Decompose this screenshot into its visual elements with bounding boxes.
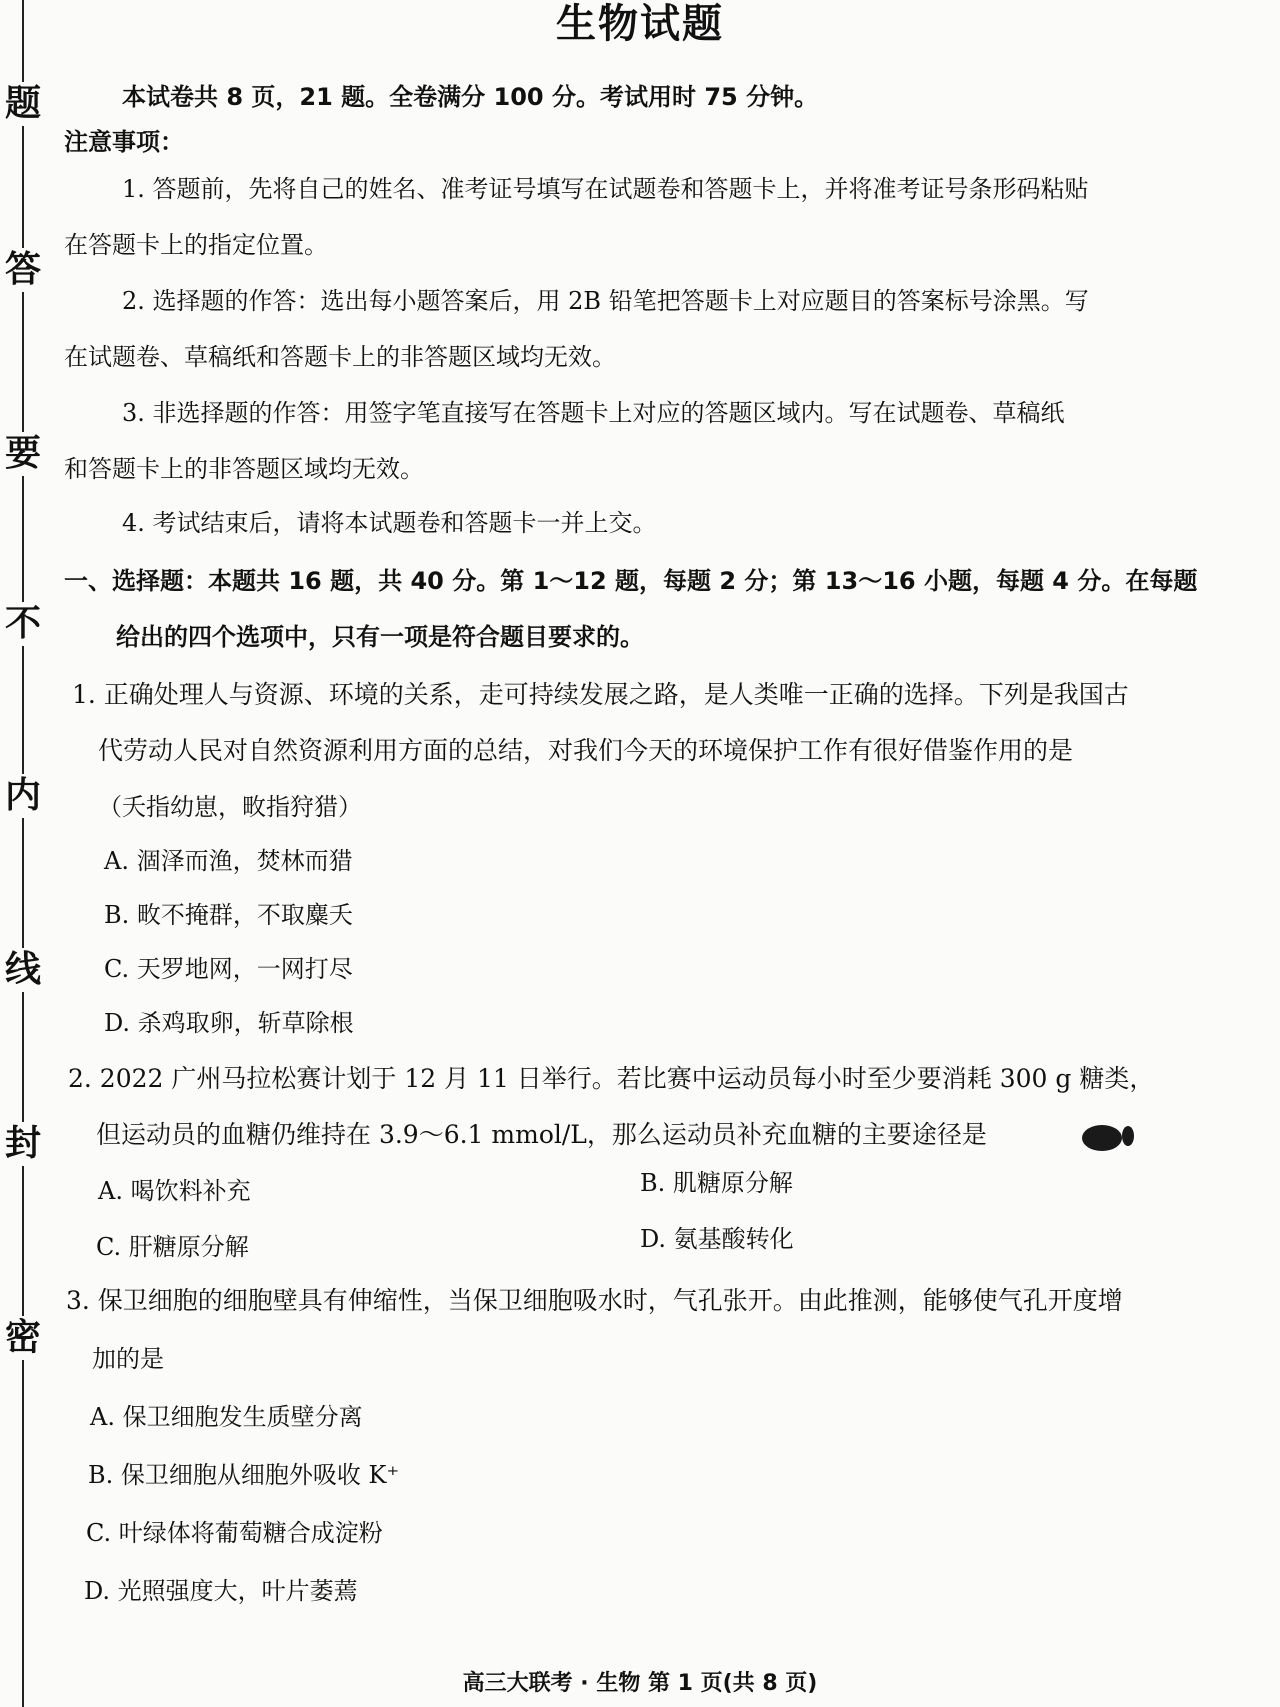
margin-char: 要 <box>0 432 46 476</box>
note-line: 2. 选择题的作答：选出每小题答案后，用 2B 铅笔把答题卡上对应题目的答案标号涂黑。写 <box>122 287 1089 315</box>
answer-option: D. 杀鸡取卵，斩草除根 <box>104 1009 354 1037</box>
question-stem: 加的是 <box>92 1345 164 1373</box>
note-line: 在答题卡上的指定位置。 <box>64 231 328 259</box>
answer-option: A. 喝饮料补充 <box>98 1177 251 1205</box>
note-line: 4. 考试结束后，请将本试题卷和答题卡一并上交。 <box>122 509 657 537</box>
page-title: 生物试题 <box>556 1 724 47</box>
note-line: 和答题卡上的非答题区域均无效。 <box>64 455 424 483</box>
answer-option: B. 肌糖原分解 <box>640 1169 793 1197</box>
section-header: 一、选择题：本题共 16 题，共 40 分。第 1～12 题，每题 2 分；第 13～16 小题，每题 4 分。在每题 <box>64 567 1198 595</box>
answer-option: B. 畋不掩群，不取麋夭 <box>104 901 353 929</box>
question-stem: 1. 正确处理人与资源、环境的关系，走可持续发展之路，是人类唯一正确的选择。下列是我国古 <box>72 680 1129 709</box>
note-line: 在试题卷、草稿纸和答题卡上的非答题区域均无效。 <box>64 343 616 371</box>
note-line: 3. 非选择题的作答：用签字笔直接写在答题卡上对应的答题区域内。写在试题卷、草稿纸 <box>122 399 1065 427</box>
notes-heading: 注意事项： <box>64 128 184 156</box>
question-stem: （夭指幼崽，畋指狩猎） <box>98 793 362 821</box>
note-line: 1. 答题前，先将自己的姓名、准考证号填写在试题卷和答题卡上，并将准考证号条形码粘贴 <box>122 175 1089 203</box>
margin-char: 题 <box>0 82 46 126</box>
answer-option: A. 保卫细胞发生质壁分离 <box>90 1403 363 1431</box>
question-stem: 2. 2022 广州马拉松赛计划于 12 月 11 日举行。若比赛中运动员每小时至少要消耗 300 g 糖类， <box>68 1064 1155 1093</box>
answer-option: C. 叶绿体将葡萄糖合成淀粉 <box>86 1519 383 1547</box>
answer-option: D. 氨基酸转化 <box>640 1225 794 1253</box>
margin-char: 线 <box>0 948 46 992</box>
answer-option: C. 肝糖原分解 <box>96 1233 249 1261</box>
section-header: 给出的四个选项中，只有一项是符合题目要求的。 <box>116 623 644 651</box>
margin-char: 不 <box>0 602 46 646</box>
exam-intro: 本试卷共 8 页，21 题。全卷满分 100 分。考试用时 75 分钟。 <box>122 83 819 111</box>
question-stem: 3. 保卫细胞的细胞壁具有伸缩性，当保卫细胞吸水时，气孔张开。由此推测，能够使气孔开度增 <box>66 1286 1123 1315</box>
question-stem: 代劳动人民对自然资源利用方面的总结，对我们今天的环境保护工作有很好借鉴作用的是 <box>98 736 1074 765</box>
question-stem: 但运动员的血糖仍维持在 3.9～6.1 mmol/L，那么运动员补充血糖的主要途径是 <box>96 1120 987 1149</box>
margin-char: 密 <box>0 1316 46 1360</box>
page-footer: 高三大联考 · 生物 第 1 页(共 8 页) <box>462 1671 818 1696</box>
answer-option: D. 光照强度大，叶片萎蔫 <box>84 1577 358 1605</box>
margin-char: 内 <box>0 774 46 818</box>
answer-option: C. 天罗地网，一网打尽 <box>104 955 353 983</box>
ink-smudge <box>1080 1120 1138 1154</box>
answer-option: B. 保卫细胞从细胞外吸收 K⁺ <box>88 1461 400 1489</box>
margin-char: 封 <box>0 1122 46 1166</box>
answer-option: A. 涸泽而渔，焚林而猎 <box>104 847 353 875</box>
margin-char: 答 <box>0 248 46 292</box>
